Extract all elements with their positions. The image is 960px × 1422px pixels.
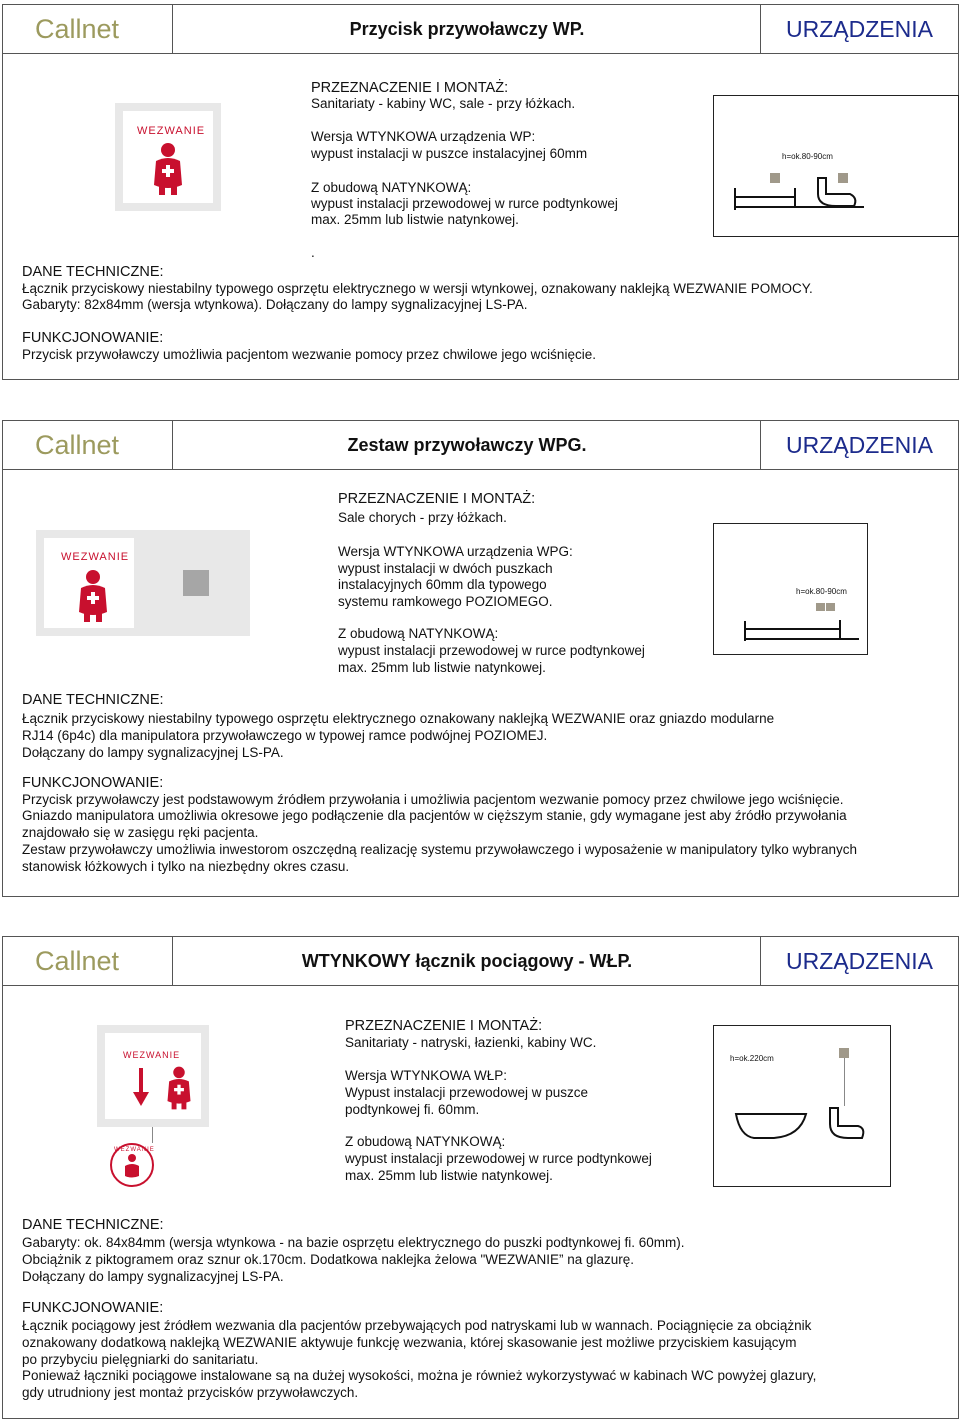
section-1-header [2,4,959,54]
tech-text: Gabaryty: ok. 84x84mm (wersja wtynkowa - na bazie osprzętu elektrycznego do puszki podtynkowej fi. 60mm). [22,1235,685,1250]
tech-text: Łącznik przyciskowy niestabilny typowego osprzętu elektrycznego w wersji wtynkowej, oznakowany naklejką WEZWANIE POMOCY. [22,281,813,296]
pull-cord [152,1127,153,1143]
surface-text: max. 25mm lub listwie natynkowej. [338,660,546,675]
func-text: Przycisk przywoławczy umożliwia pacjentom wezwanie pomocy przez chwilowe jego wciśnięcie. [22,347,596,362]
height-label: h=ok.80-90cm [782,152,833,161]
purpose-heading: PRZEZNACZENIE I MONTAŻ: [345,1018,543,1034]
category-label: URZĄDZENIA [786,16,933,42]
func-text: znajdowało się w zasięgu ręki pacjenta. [22,825,259,840]
patient-icon [76,568,110,624]
wezwanie-sign-tile [36,530,250,636]
socket-marker [826,603,835,611]
version-text: systemu ramkowego POZIOMEGO. [338,594,553,609]
version-text: wypust instalacji w puszce instalacyjnej 60mm [311,146,588,161]
patient-icon [151,141,185,197]
version-text: instalacyjnych 60mm dla typowego [338,577,547,592]
tech-text: Łącznik przyciskowy niestabilny typowego osprzętu elektrycznego oznakowany naklejką WEZWANIE oraz gniazdo modularne [22,711,775,726]
pull-switch-marker [839,1048,849,1058]
patient-icon [165,1065,193,1111]
installation-diagram [713,1025,891,1187]
cord-line [844,1058,845,1106]
section-3-header [2,936,959,986]
purpose-heading: PRZEZNACZENIE I MONTAŻ: [338,491,536,507]
tech-heading: DANE TECHNICZNE: [22,692,164,708]
installation-diagram [713,95,959,237]
sign-label: WEZWANIE [61,551,130,563]
version-line: Wersja WTYNKOWA urządzenia WPG: [338,544,573,559]
dot: . [311,245,315,260]
purpose-text: Sanitariaty - natryski, łazienki, kabiny WC. [345,1035,597,1050]
func-text: Ponieważ łączniki pociągowe instalowane są na dużej wysokości, można je również wykorzystywać w kabinach WC powyżej glazury, [22,1368,817,1383]
func-text: po przybyciu pielęgniarki do sanitariatu. [22,1352,259,1367]
wezwanie-sign-tile [115,103,221,211]
pull-arrow-icon [133,1068,149,1108]
func-text: Łącznik pociągowy jest źródłem wezwania dla pacjentów przebywających pod natryskami lub w wannach. Pociągnięcie za obciążnik [22,1318,812,1333]
version-text: Wypust instalacji przewodowej w puszce [345,1085,588,1100]
brand-logo: Callnet [3,5,173,53]
toilet-icon [814,176,860,210]
surface-text: max. 25mm lub listwie natynkowej. [345,1168,553,1183]
installation-diagram [713,523,868,655]
category-label: URZĄDZENIA [786,432,933,458]
func-text: oznakowany dodatkową naklejką WEZWANIE aktywuje funkcję wezwania, której skasowanie jest możliwe przyciskiem kasującym [22,1335,797,1350]
func-text: Zestaw przywoławczy umożliwia inwestorom oszczędną realizację systemu przywoławczego i wyposażenie w manipulatory tylko wybranych [22,842,858,857]
surface-heading: Z obudową NATYNKOWĄ: [338,626,499,641]
purpose-text: Sale chorych - przy łóżkach. [338,510,507,525]
version-line: Wersja WTYNKOWA urządzenia WP: [311,129,536,144]
height-label: h=ok.220cm [730,1054,774,1063]
tech-heading: DANE TECHNICZNE: [22,1217,164,1233]
surface-heading: Z obudową NATYNKOWĄ: [345,1134,506,1149]
wezwanie-sign-tile [97,1025,209,1127]
brand-logo: Callnet [3,937,173,985]
func-heading: FUNKCJONOWANIE: [22,1300,164,1316]
button-marker [816,603,825,611]
surface-heading: Z obudową NATYNKOWĄ: [311,180,472,195]
surface-text: max. 25mm lub listwie natynkowej. [311,212,519,227]
button-marker [770,173,780,183]
tech-text: Dołączany do lampy sygnalizacyjnej LS-PA. [22,745,284,760]
section-1-title: Przycisk przywoławczy WP. [174,5,761,53]
func-text: gdy utrudniony jest montaż przycisków przywoławczych. [22,1385,359,1400]
sign-label: WEZWANIE [123,1050,181,1060]
section-2-title: Zestaw przywoławczy WPG. [174,421,761,469]
pendant-label: WEZWANIE [114,1147,155,1153]
purpose-heading: PRZEZNACZENIE I MONTAŻ: [311,80,509,96]
func-text: Przycisk przywoławczy jest podstawowym źródłem przywołania i umożliwia pacjentom wezwanie pomocy przez chwilowe jego wciśnięcie. [22,792,844,807]
tech-text: Gabaryty: 82x84mm (wersja wtynkowa). Dołączany do lampy sygnalizacyjnej LS-PA. [22,297,528,312]
surface-text: wypust instalacji przewodowej w rurce podtynkowej [338,643,645,658]
func-heading: FUNKCJONOWANIE: [22,775,164,791]
version-text: wypust instalacji w dwóch puszkach [338,561,553,576]
version-line: Wersja WTYNKOWA WŁP: [345,1068,508,1083]
func-heading: FUNKCJONOWANIE: [22,330,164,346]
category-label: URZĄDZENIA [786,948,933,974]
tech-text: Obciążnik z piktogramem oraz sznur ok.170cm. Dodatkowa naklejka żelowa "WEZWANIE” na glazurę. [22,1252,635,1267]
func-text: stanowisk łóżkowych i tylko na niezbędny okres czasu. [22,859,350,874]
socket-icon [183,570,209,596]
surface-text: wypust instalacji przewodowej w rurce podtynkowej [311,196,618,211]
tech-text: Dołączany do lampy sygnalizacyjnej LS-PA. [22,1269,284,1284]
tech-heading: DANE TECHNICZNE: [22,264,164,280]
height-label: h=ok.80-90cm [796,587,847,596]
purpose-text: Sanitariaty - kabiny WC, sale - przy łóżkach. [311,96,576,111]
func-text: Gniazdo manipulatora umożliwia okresowe jego podłączenie dla pacjentów w cięższym stanie, gdy wymagane jest aby źródło przywołania [22,808,847,823]
sign-label: WEZWANIE [137,125,206,137]
brand-logo: Callnet [3,421,173,469]
tech-text: RJ14 (6p4c) dla manipulatora przywoławczego w typowej ramce podwójnej POZIOMEJ. [22,728,548,743]
surface-text: wypust instalacji przewodowej w rurce podtynkowej [345,1151,652,1166]
version-text: podtynkowej fi. 60mm. [345,1102,480,1117]
bath-and-toilet-icon [734,1106,884,1146]
section-2-header [2,420,959,470]
section-3-title: WTYNKOWY łącznik pociągowy - WŁP. [174,937,761,985]
